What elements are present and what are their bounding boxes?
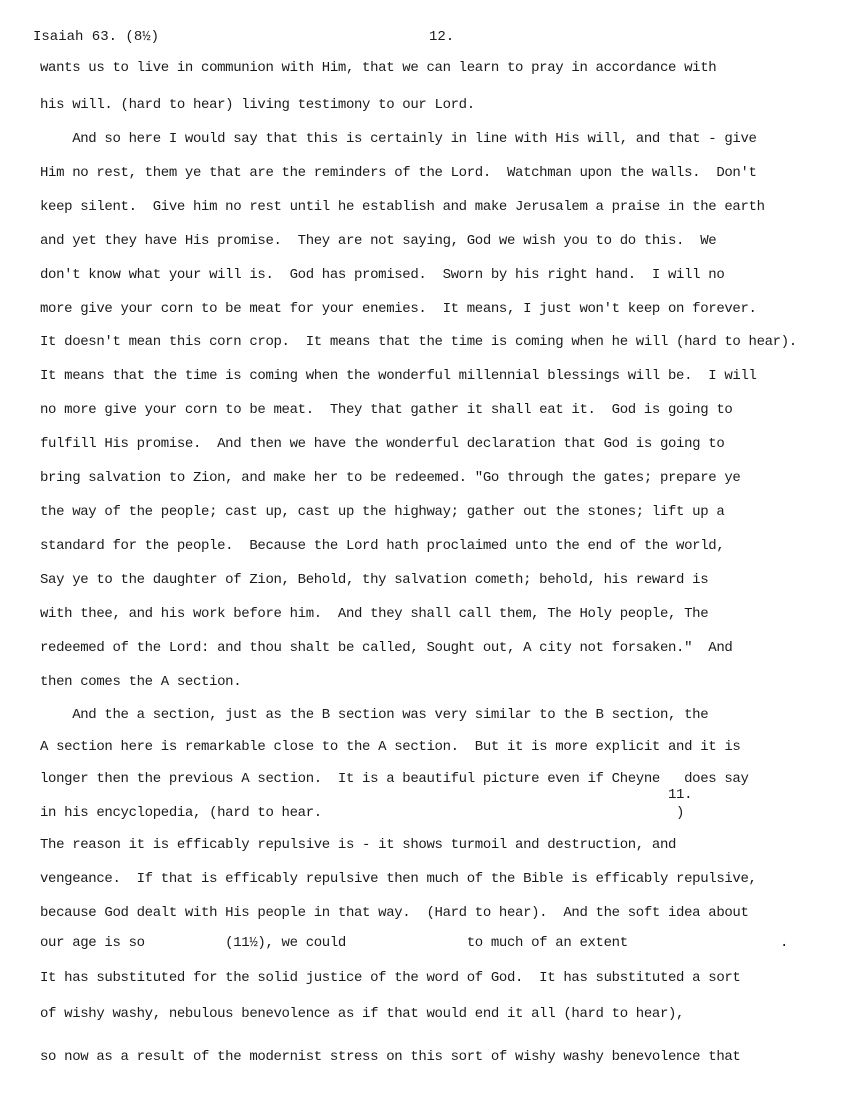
text-line: his will. (hard to hear) living testimony to our Lord.: [40, 97, 475, 113]
text-line: bring salvation to Zion, and make her to be redeemed. "Go through the gates; prepare ye: [40, 470, 741, 486]
text-line: It means that the time is coming when the wonderful millennial blessings will be. I will: [40, 368, 757, 384]
text-line: And so here I would say that this is certainly in line with His will, and that - give: [40, 131, 757, 147]
text-line: keep silent. Give him no rest until he establish and make Jerusalem a praise in the earth: [40, 199, 765, 215]
text-line: because God dealt with His people in that way. (Hard to hear). And the soft idea about: [40, 905, 749, 921]
page-number: 12.: [429, 29, 455, 45]
text-line: standard for the people. Because the Lord hath proclaimed unto the end of the world,: [40, 538, 725, 554]
text-line: don't know what your will is. God has promised. Sworn by his right hand. I will no: [40, 267, 725, 283]
text-line: our age is so (11½), we could to much of an extent: [40, 935, 628, 951]
text-line: wants us to live in communion with Him, that we can learn to pray in accordance with: [40, 60, 717, 76]
text-line: It has substituted for the solid justice of the word of God. It has substituted a sort: [40, 970, 741, 986]
text-line: and yet they have His promise. They are not saying, God we wish you to do this. We: [40, 233, 717, 249]
text-line: A section here is remarkable close to the A section. But it is more explicit and it is: [40, 739, 741, 755]
text-line: of wishy washy, nebulous benevolence as if that would end it all (hard to hear),: [40, 1006, 685, 1022]
margin-note: 11.: [40, 787, 693, 803]
text-line: Him no rest, them ye that are the reminders of the Lord. Watchman upon the walls. Don't: [40, 165, 757, 181]
trailing-period: .: [780, 935, 789, 951]
text-line: then comes the A section.: [40, 674, 242, 690]
text-line: redeemed of the Lord: and thou shalt be called, Sought out, A city not forsaken." And: [40, 640, 733, 656]
text-line: vengeance. If that is efficably repulsive then much of the Bible is efficably repulsive,: [40, 871, 757, 887]
text-line: fulfill His promise. And then we have the wonderful declaration that God is going to: [40, 436, 725, 452]
text-line: longer then the previous A section. It is a beautiful picture even if Cheyne does say: [40, 771, 749, 787]
text-line: It doesn't mean this corn crop. It means that the time is coming when he will (hard to hear).: [40, 334, 797, 350]
text-line: the way of the people; cast up, cast up the highway; gather out the stones; lift up a: [40, 504, 725, 520]
text-line: in his encyclopedia, (hard to hear. ): [40, 805, 685, 821]
page-header-reference: Isaiah 63. (8½): [33, 29, 160, 45]
text-line: The reason it is efficably repulsive is - it shows turmoil and destruction, and: [40, 837, 677, 853]
text-line: with thee, and his work before him. And they shall call them, The Holy people, The: [40, 606, 709, 622]
text-line: Say ye to the daughter of Zion, Behold, thy salvation cometh; behold, his reward is: [40, 572, 709, 588]
text-line: more give your corn to be meat for your enemies. It means, I just won't keep on forever.: [40, 301, 757, 317]
text-line: no more give your corn to be meat. They that gather it shall eat it. God is going to: [40, 402, 733, 418]
text-line: so now as a result of the modernist stress on this sort of wishy washy benevolence that: [40, 1049, 741, 1065]
text-line: And the a section, just as the B section was very similar to the B section, the: [40, 707, 709, 723]
